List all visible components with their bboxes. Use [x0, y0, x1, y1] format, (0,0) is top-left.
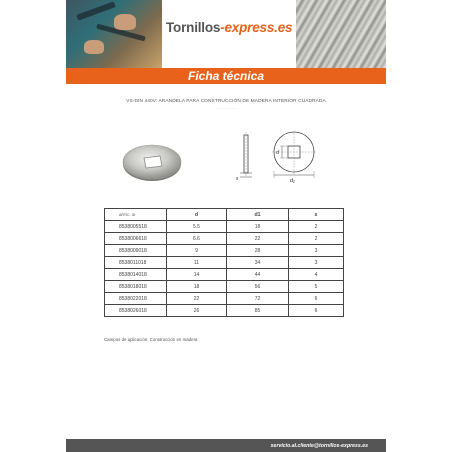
brand-name: Tornillos [166, 20, 221, 35]
product-subtitle: ························· [215, 107, 237, 110]
washer-photo [122, 141, 182, 183]
table-cell: 8538006618 [105, 233, 167, 245]
table-cell: 8538022018 [105, 293, 167, 305]
table-cell: 3 [289, 257, 344, 269]
table-row [105, 245, 344, 257]
table-cell: 18 [167, 281, 227, 293]
band-title: Ficha técnica [187, 69, 265, 83]
table-cell: 18 [227, 221, 289, 233]
product-title: VS-DIN 440V: ARANDELA PARA CONSTRUCCIÓN DE MADERA INTERIOR CUADRADA [126, 99, 326, 104]
brand-domain: -express.es [220, 20, 293, 35]
table-cell: 44 [227, 269, 289, 281]
table-row [105, 221, 344, 233]
column-header: ARTÍC. ID [105, 209, 167, 221]
table-cell: 8538011018 [105, 257, 167, 269]
table-cell: 2 [289, 221, 344, 233]
table-cell: 72 [227, 293, 289, 305]
column-header: s [289, 209, 344, 221]
table-cell: 6.6 [167, 233, 227, 245]
table-row [105, 293, 344, 305]
table-cell: 8538026018 [105, 305, 167, 317]
table-cell: 2 [289, 233, 344, 245]
table-cell: 8538005518 [105, 221, 167, 233]
brand-logo [166, 20, 292, 35]
column-header: d1 [227, 209, 289, 221]
document-page [66, 0, 386, 452]
table-cell: 11 [167, 257, 227, 269]
column-header: d [167, 209, 227, 221]
table-row [105, 257, 344, 269]
table-cell: 3 [289, 245, 344, 257]
table-cell: 8538018018 [105, 281, 167, 293]
table-cell: 22 [167, 293, 227, 305]
contact-email[interactable]: servicio.al.cliente@tornillos-express.es [270, 442, 368, 449]
table-cell: 6 [289, 293, 344, 305]
table-cell: 26 [167, 305, 227, 317]
table-cell: 5 [289, 281, 344, 293]
dimensions-table [104, 208, 344, 317]
application-fields: Campos de aplicación: Construcción en madera [104, 337, 198, 342]
table-row [105, 233, 344, 245]
dim-d-label: d [276, 150, 280, 156]
screws-photo [296, 0, 386, 68]
workshop-photo [66, 0, 162, 68]
table-cell: 22 [227, 233, 289, 245]
footer-bar [66, 439, 386, 452]
table-row [105, 281, 344, 293]
dim-s-label: s [236, 176, 239, 182]
table-cell: 34 [227, 257, 289, 269]
table-cell: 14 [167, 269, 227, 281]
table-cell: 9 [167, 245, 227, 257]
table-cell: 85 [227, 305, 289, 317]
table-cell: 5.5 [167, 221, 227, 233]
table-cell: 6 [289, 305, 344, 317]
table-cell: 28 [227, 245, 289, 257]
table-cell: 4 [289, 269, 344, 281]
table-header-row [105, 209, 344, 221]
dim-d1-label: d₁ [290, 178, 295, 184]
title-band [66, 68, 386, 84]
header-banner [66, 0, 386, 68]
table-cell: 8538014018 [105, 269, 167, 281]
table-row [105, 269, 344, 281]
table-row [105, 305, 344, 317]
table-cell: 56 [227, 281, 289, 293]
table-cell: 8538009018 [105, 245, 167, 257]
technical-drawing [232, 131, 338, 185]
